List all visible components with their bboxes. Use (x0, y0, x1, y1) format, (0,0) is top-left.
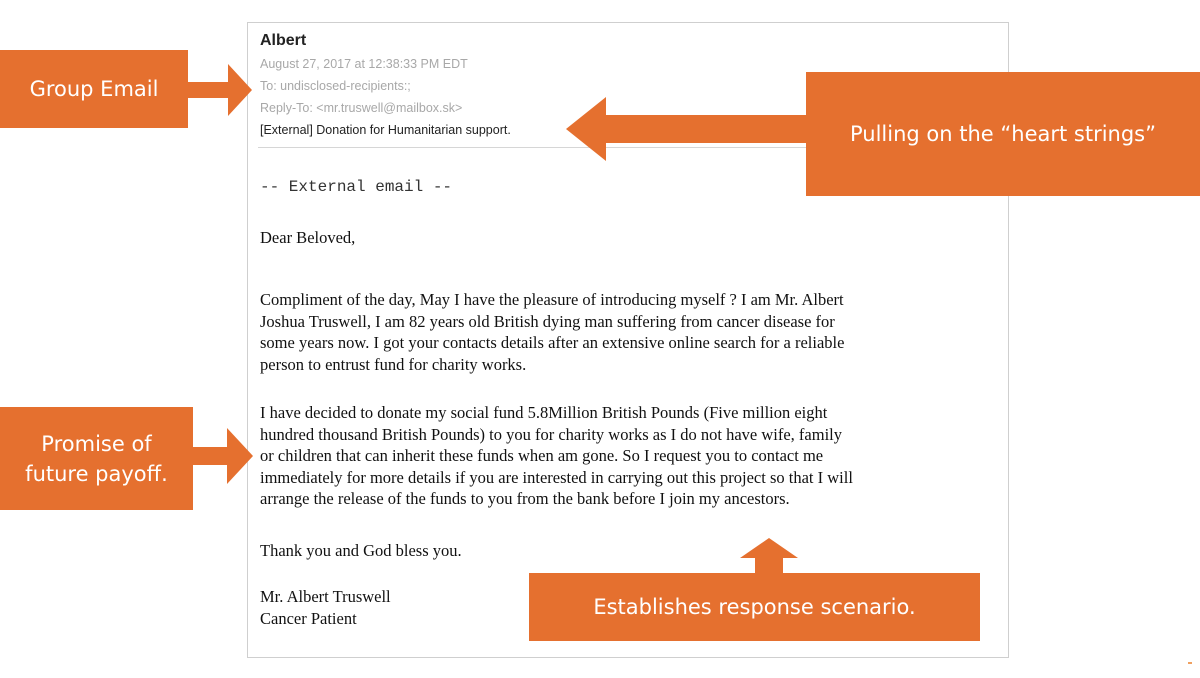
email-date: August 27, 2017 at 12:38:33 PM EDT (260, 57, 468, 71)
paragraph-line: or children that can inherit these funds when am gone. So I request you to contact me (260, 446, 824, 466)
callout-promise-payoff (0, 407, 193, 510)
paragraph-line: arrange the release of the funds to you from the bank before I join my ancestors. (260, 489, 790, 509)
callout-promise-line2: future payoff. (25, 461, 168, 486)
email-subject: [External] Donation for Humanitarian support. (260, 123, 511, 137)
closing-line: Thank you and God bless you. (260, 541, 462, 560)
callout-group-email: Group Email (0, 50, 188, 128)
callout-promise-line1: Promise of (41, 431, 152, 456)
to-field: To: undisclosed-recipients:; (260, 79, 411, 93)
reply-to-field: Reply-To: <mr.truswell@mailbox.sk> (260, 101, 463, 115)
paragraph-line: Compliment of the day, May I have the pleasure of introducing myself ? I am Mr. Albert (260, 290, 844, 309)
paragraph-donation-offer (260, 402, 994, 510)
paragraph-line: some years now. I got your contacts details after an extensive online search for a reliable (260, 333, 845, 353)
paragraph-line: immediately for more details if you are interested in carrying out this project so that I will (260, 467, 853, 487)
greeting: Dear Beloved, (260, 228, 356, 247)
arrow-response-icon (740, 538, 798, 574)
paragraph-line: I have decided to donate my social fund 5.8Million British Pounds (Five million eight (260, 403, 828, 422)
paragraph-line: hundred thousand British Pounds) to you for charity works as I do not have wife, family (260, 424, 842, 444)
signature-name: Mr. Albert Truswell (260, 587, 391, 606)
arrow-promise-icon (191, 428, 253, 484)
callout-heart-strings: Pulling on the “heart strings” (806, 72, 1200, 196)
arrow-heart-strings-icon (566, 97, 808, 161)
signature-title: Cancer Patient (260, 609, 357, 628)
external-email-tag: -- External email -- (260, 178, 453, 196)
paragraph-line: person to entrust fund for charity works. (260, 354, 527, 374)
callout-response-scenario: Establishes response scenario. (529, 573, 980, 641)
arrow-group-email-icon (186, 64, 252, 116)
paragraph-line: Joshua Truswell, I am 82 years old British dying man suffering from cancer disease for (260, 311, 835, 331)
paragraph-introduction (260, 289, 994, 375)
corner-mark (1188, 662, 1192, 664)
sender-name: Albert (260, 32, 307, 49)
